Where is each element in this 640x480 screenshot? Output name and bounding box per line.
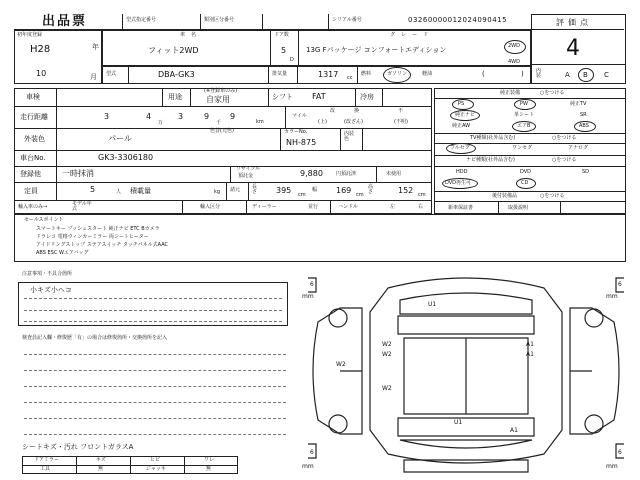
navi-sd: SD bbox=[582, 169, 590, 175]
doors-sub: D bbox=[290, 57, 294, 63]
color-label: 外装色 bbox=[24, 135, 45, 143]
bottom-header-3: ヒビ bbox=[150, 457, 161, 463]
navi-label: ナビ種類(社外品含む) bbox=[466, 157, 515, 163]
color-code-label: カラーNo. bbox=[284, 129, 308, 135]
height-label: 高さ bbox=[368, 184, 374, 195]
genuine-label: 純正装備 bbox=[500, 90, 521, 96]
meter-label: マイル bbox=[292, 113, 307, 119]
mark-u1-bottom: U1 bbox=[454, 419, 463, 426]
mileage-digit-3: 3 bbox=[178, 112, 184, 121]
capacity-label: 定員 bbox=[24, 187, 38, 195]
length-label: 長さ bbox=[252, 184, 258, 195]
interior-color-label: 内装色 bbox=[344, 131, 355, 142]
handle-label: ハンドル bbox=[338, 204, 359, 210]
seat-text: シートキズ・汚れ フロントガラスA bbox=[22, 443, 134, 451]
tv-fullseg: フルセグ bbox=[450, 145, 470, 151]
height-value: 152 bbox=[398, 186, 414, 195]
shift-label: シフト bbox=[272, 93, 293, 101]
mark-w2-3: W2 bbox=[336, 361, 346, 368]
youto-value: 自家用 bbox=[206, 95, 230, 104]
displacement-value: 1317 bbox=[318, 70, 339, 79]
navi-dvd: DVD bbox=[520, 169, 532, 175]
reg-month-value: 10 bbox=[36, 69, 47, 78]
meter-ue: (上) bbox=[318, 119, 327, 125]
length-unit: cm bbox=[298, 192, 306, 198]
youto-note: (※登録車のみ) bbox=[204, 88, 238, 94]
width-value: 169 bbox=[336, 186, 352, 195]
genuine-note: ○をつける bbox=[540, 90, 565, 96]
bottom-header-4: ワレ bbox=[204, 457, 215, 463]
interior-b: B bbox=[583, 71, 588, 79]
tv-label: TV種類(社外品含む) bbox=[470, 135, 516, 141]
import-parallel: 並行 bbox=[308, 204, 319, 210]
load-unit: kg bbox=[214, 189, 221, 195]
eq-pw: PW bbox=[520, 101, 528, 107]
bottom-header-1: ドアミラー bbox=[34, 457, 59, 463]
reg-year-value: H28 bbox=[30, 44, 51, 55]
recycle-value: 9,880 bbox=[300, 169, 323, 178]
kensa-label: 車検 bbox=[26, 93, 40, 101]
mark-a1-3: A1 bbox=[510, 427, 518, 434]
eq-sr: SR bbox=[580, 112, 587, 118]
mileage-man: 万 bbox=[158, 120, 164, 126]
shiki-label: 型式指定番号 bbox=[126, 17, 157, 23]
bottom-header-2: キズ bbox=[96, 457, 106, 463]
score-label: 評価点 bbox=[556, 18, 592, 27]
model-value: DBA-GK3 bbox=[158, 70, 195, 79]
navi-dvdplay: DVD再生可 bbox=[445, 180, 472, 186]
mileage-digit-5: 9 bbox=[230, 112, 236, 121]
displacement-unit: cc bbox=[347, 75, 353, 81]
capacity-unit: 人 bbox=[116, 189, 122, 195]
displacement-label: 排気量 bbox=[272, 71, 288, 77]
color-change-label: 色替(元色) bbox=[210, 128, 234, 134]
import-kubun-label: 輸入区分 bbox=[200, 204, 221, 210]
mark-w2-4: W2 bbox=[382, 385, 392, 392]
caution-title: 注意事項・不具合箇所 bbox=[22, 271, 73, 277]
interior-a: A bbox=[565, 71, 570, 79]
tire-tr: 6 bbox=[618, 281, 622, 288]
warranty-item-1: 新車保証書 bbox=[448, 205, 474, 211]
size-label: 諸元 bbox=[230, 187, 241, 193]
car-name-value: フィット2WD bbox=[148, 46, 199, 55]
bottom-value-4: 無 bbox=[206, 466, 212, 472]
doors-label: ドア数 bbox=[274, 32, 289, 38]
drive-4wd: 4WD bbox=[508, 59, 520, 65]
mark-w2-1: W2 bbox=[382, 341, 392, 348]
reg-year-unit: 年 bbox=[92, 43, 99, 51]
width-label: 幅 bbox=[312, 187, 318, 193]
recycle-label: リサイクル bbox=[236, 166, 261, 172]
bottom-value-1: 工具 bbox=[40, 466, 51, 472]
mileage-digit-1: 3 bbox=[104, 112, 110, 121]
width-unit: cm bbox=[356, 192, 364, 198]
ruibetsu-label: 類別区分番号 bbox=[204, 17, 235, 23]
inspector-title: 検査員記入欄・修復歴「有」の場合は修復箇所・交換箇所を記入 bbox=[22, 335, 168, 341]
eq-leather: 革シート bbox=[514, 112, 535, 118]
color-code-value: NH-875 bbox=[286, 138, 317, 147]
meter-kan: 換 bbox=[354, 108, 360, 114]
recycle-sub: 預託金 bbox=[238, 173, 254, 179]
meter-hikou: (改ざん) bbox=[344, 119, 363, 125]
bottom-value-2: 無 bbox=[98, 466, 104, 472]
eq-airbag: エアB bbox=[517, 123, 531, 129]
tv-note: ○をつける bbox=[552, 135, 577, 141]
serial-value: 03260000012024090415 bbox=[408, 16, 508, 24]
reg-value: 一時抹消 bbox=[62, 169, 94, 178]
sales-point-title: セールスポイント bbox=[24, 217, 64, 223]
model-year-label: モデル年式 bbox=[72, 201, 92, 212]
navi-hdd: HDD bbox=[456, 169, 468, 175]
grade-value: 13G Fパッケージ コンフォートエディション bbox=[306, 46, 447, 54]
fuel-kei: 軽油 bbox=[422, 71, 433, 77]
drive-2wd: 2WD bbox=[508, 43, 520, 49]
length-value: 395 bbox=[276, 186, 292, 195]
sales-point-line-3: アイドリングストップ ステアスイッチ タッチパネル式AAC bbox=[36, 242, 169, 248]
bottom-value-3: ジャッキ bbox=[146, 466, 166, 472]
caution-text: 小キズ小ヘコ bbox=[30, 286, 72, 294]
tv-oneseg: ワンセグ bbox=[512, 145, 533, 151]
eq-tv: 純正TV bbox=[570, 101, 587, 107]
mileage-sen: 千 bbox=[216, 120, 222, 126]
grade-label: グレード bbox=[390, 32, 435, 38]
aircon-label: 冷房 bbox=[360, 93, 374, 101]
recycle-none: 未使用 bbox=[386, 171, 402, 177]
meter-fumei2: (不明) bbox=[394, 119, 408, 125]
recycle-deposit: 円預託済 bbox=[336, 171, 357, 177]
fuel-gas: ガソリン bbox=[387, 71, 408, 77]
interior-c: C bbox=[604, 71, 609, 79]
vin-label: 車台No. bbox=[20, 154, 46, 162]
navi-note: ○をつける bbox=[552, 157, 577, 163]
warranty-item-2: 取扱説明 bbox=[508, 205, 529, 211]
tire-br-unit: mm bbox=[606, 463, 618, 470]
tire-bl: 6 bbox=[310, 449, 314, 456]
handle-right: 右 bbox=[418, 204, 424, 210]
reg-month-unit: 月 bbox=[90, 73, 97, 81]
kogai-label: 後付装備品 bbox=[492, 193, 518, 199]
eq-ps: PS bbox=[458, 101, 465, 107]
height-unit: cm bbox=[418, 192, 426, 198]
youto-label: 用途 bbox=[168, 93, 182, 101]
reg-year-label: 初年度登録 bbox=[17, 32, 43, 38]
eq-navi: 純正ナビ bbox=[455, 112, 476, 118]
tire-br: 6 bbox=[618, 449, 622, 456]
interior-label: 内装 bbox=[536, 68, 542, 79]
mark-a1-2: A1 bbox=[526, 351, 534, 358]
tv-analog: アナログ bbox=[568, 145, 589, 151]
serial-label: シリアル番号 bbox=[332, 17, 362, 23]
shift-value: FAT bbox=[312, 92, 326, 101]
mileage-unit: km bbox=[256, 119, 264, 125]
score-value: 4 bbox=[566, 36, 580, 61]
load-label: 積載量 bbox=[130, 187, 151, 195]
tire-tl-unit: mm bbox=[302, 293, 314, 300]
mileage-digit-4: 9 bbox=[204, 112, 210, 121]
kogai-note: ○をつける bbox=[540, 193, 565, 199]
fuel-paren-close: ) bbox=[521, 70, 524, 78]
car-name-label: 車名 bbox=[180, 32, 203, 38]
navi-cd: CD bbox=[521, 180, 529, 186]
sales-point-line-2: ドラレコ 電格ウィンカーミラー 両シートヒーター bbox=[36, 234, 149, 240]
import-label: 輸入車のみ→ bbox=[18, 204, 48, 210]
doors-value: 5 bbox=[281, 46, 287, 55]
page-title: 出品票 bbox=[42, 14, 88, 29]
reg-label: 登録他 bbox=[20, 170, 41, 178]
import-dealer: ディーラー bbox=[252, 204, 277, 210]
sales-point-line-4: ABS ESC Wエアバッグ bbox=[36, 250, 89, 256]
tire-bl-unit: mm bbox=[302, 463, 314, 470]
meter-kaiten: 改 bbox=[330, 108, 336, 114]
capacity-value: 5 bbox=[90, 185, 96, 194]
mark-a1-1: A1 bbox=[526, 341, 534, 348]
vin-value: GK3-3306180 bbox=[98, 153, 154, 162]
color-value: パール bbox=[108, 134, 132, 143]
tire-tl: 6 bbox=[310, 281, 314, 288]
fuel-label: 燃料 bbox=[361, 71, 372, 77]
handle-left: 左 bbox=[390, 204, 396, 210]
mark-w2-2: W2 bbox=[382, 351, 392, 358]
eq-abs: ABS bbox=[579, 123, 589, 129]
car-diagram bbox=[296, 264, 636, 478]
fuel-paren-open: ( bbox=[482, 70, 485, 78]
mileage-label: 走行距離 bbox=[20, 113, 48, 121]
reg-year-box bbox=[14, 30, 102, 84]
mark-u1-top: U1 bbox=[428, 301, 437, 308]
tire-tr-unit: mm bbox=[606, 293, 618, 300]
model-label: 型式 bbox=[106, 71, 117, 77]
mileage-digit-2: 4 bbox=[146, 112, 152, 121]
sales-point-line-1: スマートキー プッシュスタート 純正ナビ ETC Bカメラ bbox=[36, 226, 160, 232]
meter-fumei: 不 bbox=[398, 108, 404, 114]
eq-aw: 純正AW bbox=[452, 123, 471, 129]
